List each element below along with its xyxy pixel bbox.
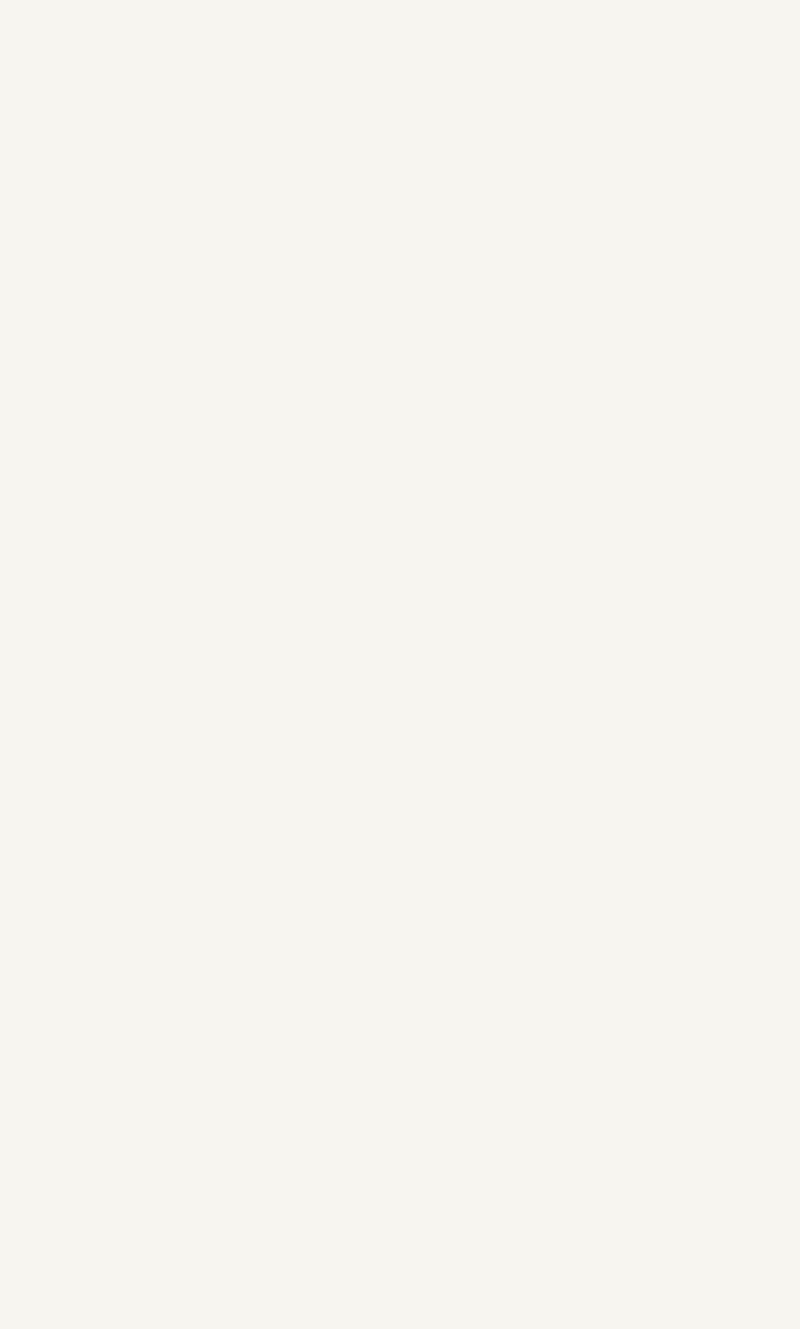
- running-header: [146, 82, 654, 116]
- species-heading: [143, 530, 663, 557]
